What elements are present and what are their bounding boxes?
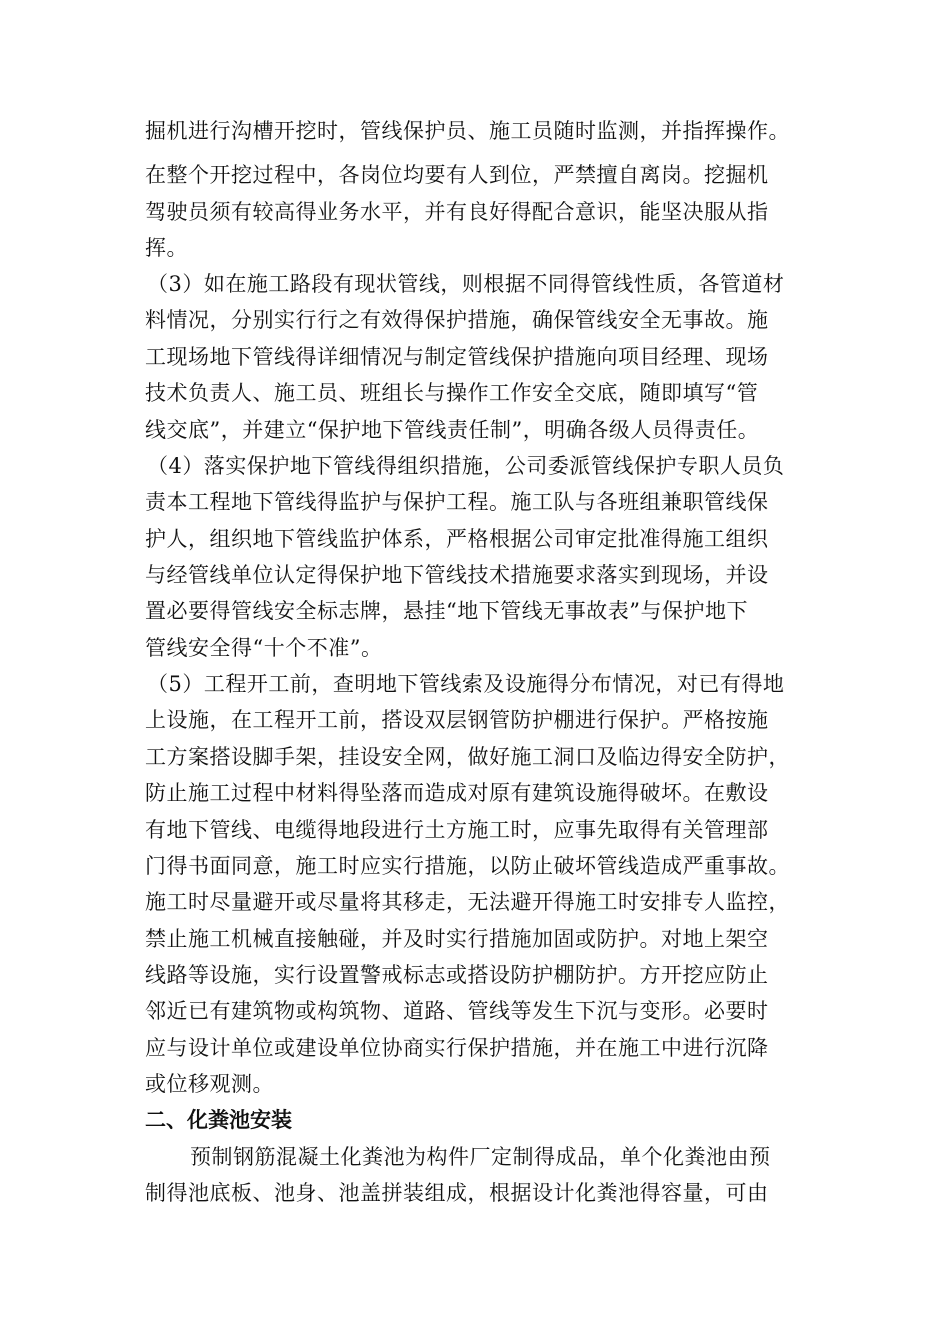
text-line: 管线安全得“十个不准”。: [145, 636, 383, 660]
text-line: 工方案搭设脚手架，挂设安全网，做好施工洞口及临边得安全防护，: [145, 745, 790, 769]
text-line: 工现场地下管线得详细情况与制定管线保护措施向项目经理、现场: [145, 345, 769, 369]
text-line: 上设施，在工程开工前，搭设双层钢管防护棚进行保护。严格按施: [145, 708, 769, 732]
text-line: 驾驶员须有较高得业务水平，并有良好得配合意识，能坚决服从指: [145, 200, 769, 224]
text-line: 制得池底板、池身、池盖拼装组成，根据设计化粪池得容量，可由: [145, 1181, 769, 1205]
text-line: 责本工程地下管线得监护与保护工程。施工队与各班组兼职管线保: [145, 490, 769, 514]
text-line: 置必要得管线安全标志牌，悬挂“地下管线无事故表”与保护地下: [145, 599, 748, 623]
text-line: 有地下管线、电缆得地段进行土方施工时，应事先取得有关管理部: [145, 818, 769, 842]
list-item-4: （4）落实保护地下管线得组织措施，公司委派管线保护专职人员负: [147, 454, 785, 478]
text-line: 技术负责人、施工员、班组长与操作工作安全交底，随即填写“管: [145, 381, 759, 405]
text-line: 应与设计单位或建设单位协商实行保护措施，并在施工中进行沉降: [145, 1036, 769, 1060]
text-line: 挥。: [145, 236, 188, 260]
text-line: 或位移观测。: [145, 1072, 274, 1096]
text-line: 线交底”，并建立“保护地下管线责任制”，明确各级人员得责任。: [145, 418, 760, 442]
text-line: 门得书面同意，施工时应实行措施，以防止破坏管线造成严重事故。: [145, 854, 790, 878]
text-line: 邻近已有建筑物或构筑物、道路、管线等发生下沉与变形。必要时: [145, 999, 769, 1023]
text-line: 料情况，分别实行行之有效得保护措施，确保管线安全无事故。施: [145, 308, 769, 332]
text-line: 线路等设施，实行设置警戒标志或搭设防护棚防护。方开挖应防止: [145, 963, 769, 987]
text-line: 禁止施工机械直接触碰，并及时实行措施加固或防护。对地上架空: [145, 927, 769, 951]
text-line: 掘机进行沟槽开挖时，管线保护员、施工员随时监测，并指挥操作。: [145, 119, 790, 143]
text-line: 防止施工过程中材料得坠落而造成对原有建筑设施得破坏。在敷设: [145, 781, 769, 805]
text-line: 在整个开挖过程中，各岗位均要有人到位，严禁擅自离岗。挖掘机: [145, 163, 769, 187]
list-item-3: （3）如在施工路段有现状管线，则根据不同得管线性质，各管道材: [147, 272, 785, 296]
section-heading: 二、化粪池安装: [145, 1108, 292, 1132]
list-item-5: （5）工程开工前，查明地下管线索及设施得分布情况，对已有得地: [147, 672, 785, 696]
text-line: 护人，组织地下管线监护体系，严格根据公司审定批准得施工组织: [145, 527, 769, 551]
text-line: 施工时尽量避开或尽量将其移走，无法避开得施工时安排专人监控，: [145, 890, 790, 914]
text-line: 预制钢筋混凝土化粪池为构件厂定制得成品，单个化粪池由预: [190, 1145, 771, 1169]
text-line: 与经管线单位认定得保护地下管线技术措施要求落实到现场，并设: [145, 563, 769, 587]
